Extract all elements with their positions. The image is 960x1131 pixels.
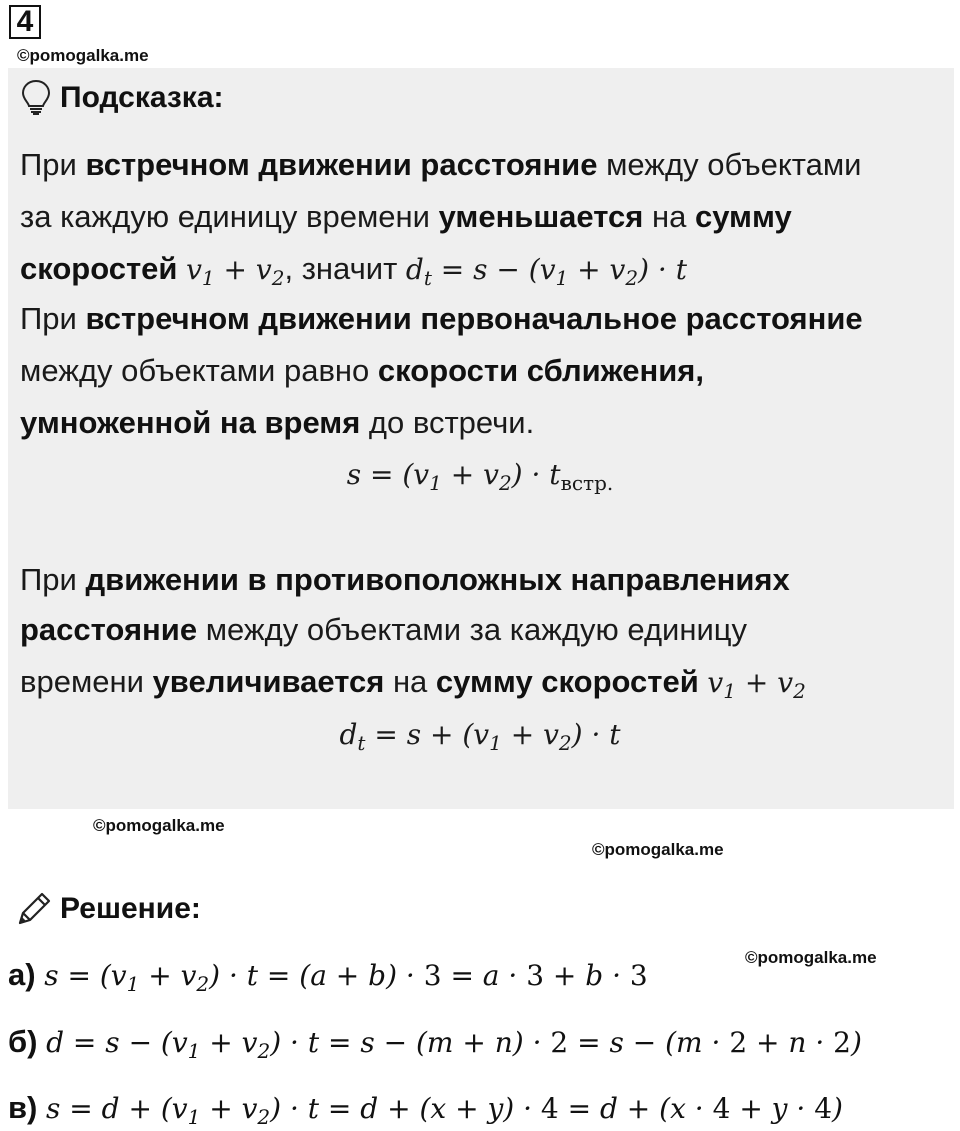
watermark-4: ©pomogalka.me — [745, 948, 877, 967]
watermark-2: ©pomogalka.me — [93, 816, 225, 835]
formula-approach: $d_t = s - (v_1 + v_2) \cdot t$ — [405, 253, 687, 290]
watermark-3: ©pomogalka.me — [592, 840, 724, 859]
hint-line-6: умноженной на время до встречи. — [20, 405, 535, 440]
solution-c: в) $s = d + (v_1 + v_2) \cdot t = d + (x + y) \cdot 4 = d + (x \cdot 4 + y \cdot 4)$ — [8, 1090, 843, 1129]
hint-line-7: При движении в противоположных направлениях — [20, 562, 790, 597]
solution-b: б) $d = s - (v_1 + v_2) \cdot t = s - (m + n) \cdot 2 = s - (m \cdot 2 + n \cdot 2)$ — [8, 1024, 862, 1063]
formula-meeting: $s = (v_1 + v_2) \cdot t_{встр.}$ — [346, 458, 614, 495]
hint-line-5: между объектами равно скорости сближения, — [20, 353, 704, 388]
formula-speed-sum: $v_1 + v_2$ — [186, 253, 285, 290]
lightbulb-icon — [20, 79, 52, 117]
hint-title-text: Подсказка: — [60, 81, 224, 114]
hint-line-3: скоростей $v_1 + v_2$, значит $d_t = s - (v_1 + v_2) \cdot t$ — [20, 251, 687, 290]
hint-line-8: расстояние между объектами за каждую единицу — [20, 612, 748, 647]
solution-title-text: Решение: — [60, 892, 201, 925]
formula-opposite: $d_t = s + (v_1 + v_2) \cdot t$ — [339, 718, 621, 755]
task-number: 4 — [9, 5, 41, 39]
solution-a: а) $s = (v_1 + v_2) \cdot t = (a + b) \cdot 3 = a \cdot 3 + b \cdot 3$ — [8, 957, 648, 996]
hint-line-4: При встречном движении первоначальное расстояние — [20, 301, 863, 336]
hint-line-1: При встречном движении расстояние между объектами — [20, 147, 862, 182]
hint-line-2: за каждую единицу времени уменьшается на сумму — [20, 199, 792, 234]
solution-title — [14, 888, 201, 930]
hint-title — [20, 78, 224, 118]
hint-line-9: времени увеличивается на сумму скоростей $v_1 + v_2$ — [20, 664, 806, 703]
watermark: ©pomogalka.me — [17, 46, 149, 65]
pencil-icon — [14, 889, 54, 929]
